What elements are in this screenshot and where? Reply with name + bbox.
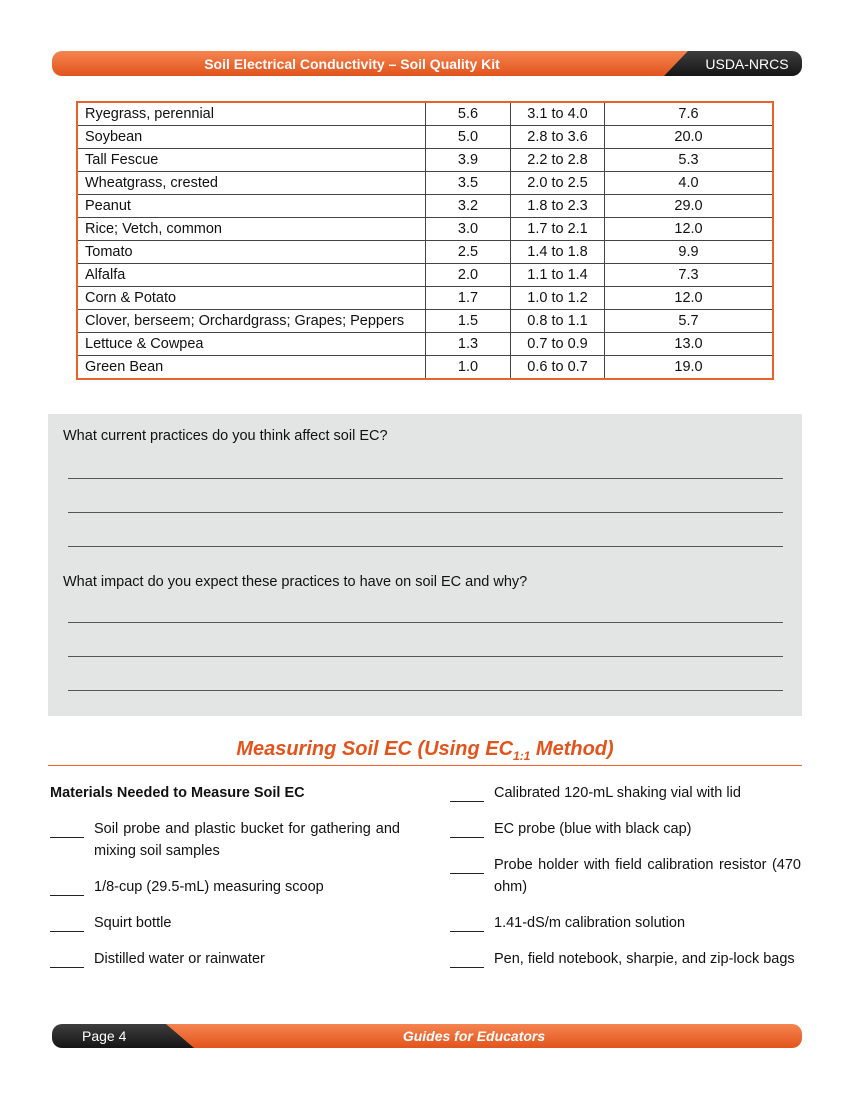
- table-row: [77, 126, 773, 149]
- answer-line[interactable]: [68, 546, 783, 547]
- material-item: Calibrated 120-mL shaking vial with lid: [494, 785, 741, 801]
- table-cell: Corn & Potato: [77, 287, 426, 310]
- material-item: Squirt bottle: [94, 915, 172, 931]
- question-impact: What impact do you expect these practices to have on soil EC and why?: [63, 574, 528, 590]
- table-row: [77, 356, 773, 380]
- checklist-blank[interactable]: [50, 895, 84, 896]
- table-row: [77, 241, 773, 264]
- table-cell: 1.0 to 1.2: [511, 287, 605, 310]
- table-cell: 7.6: [605, 102, 774, 126]
- answer-line[interactable]: [68, 690, 783, 691]
- table-cell: Ryegrass, perennial: [77, 102, 426, 126]
- table-row: [77, 218, 773, 241]
- table-cell: 2.0 to 2.5: [511, 172, 605, 195]
- table-cell: 2.8 to 3.6: [511, 126, 605, 149]
- section-heading-end: Method): [530, 738, 614, 760]
- table-cell: 3.5: [426, 172, 511, 195]
- checklist-blank[interactable]: [450, 931, 484, 932]
- checklist-blank[interactable]: [50, 837, 84, 838]
- checklist-blank[interactable]: [450, 967, 484, 968]
- table-row: [77, 195, 773, 218]
- answer-line[interactable]: [68, 622, 783, 623]
- table-cell: 1.8 to 2.3: [511, 195, 605, 218]
- table-cell: 5.0: [426, 126, 511, 149]
- section-divider: [48, 765, 802, 766]
- table-cell: Tomato: [77, 241, 426, 264]
- table-cell: 1.0: [426, 356, 511, 380]
- table-cell: 3.1 to 4.0: [511, 102, 605, 126]
- table-cell: Lettuce & Cowpea: [77, 333, 426, 356]
- material-item: 1/8-cup (29.5-mL) measuring scoop: [94, 879, 324, 895]
- table-cell: 13.0: [605, 333, 774, 356]
- guide-label: Guides for Educators: [402, 1028, 546, 1044]
- table-cell: Soybean: [77, 126, 426, 149]
- table-cell: 0.8 to 1.1: [511, 310, 605, 333]
- material-item: Soil probe and plastic bucket for gathering and mixing soil samples: [94, 821, 400, 859]
- table-cell: 20.0: [605, 126, 774, 149]
- table-cell: 5.7: [605, 310, 774, 333]
- table-cell: 5.6: [426, 102, 511, 126]
- material-item: Distilled water or rainwater: [94, 951, 265, 967]
- table-cell: 7.3: [605, 264, 774, 287]
- document-title: Soil Electrical Conductivity – Soil Quality Kit: [204, 56, 500, 72]
- table-cell: 2.5: [426, 241, 511, 264]
- table-cell: 3.0: [426, 218, 511, 241]
- table-row: [77, 287, 773, 310]
- answer-line[interactable]: [68, 512, 783, 513]
- answer-line[interactable]: [68, 656, 783, 657]
- table-row: [77, 333, 773, 356]
- table-cell: 19.0: [605, 356, 774, 380]
- table-row: [77, 149, 773, 172]
- material-item: 1.41-dS/m calibration solution: [494, 915, 686, 931]
- answer-line[interactable]: [68, 478, 783, 479]
- table-row: [77, 310, 773, 333]
- section-heading-subscript: 1:1: [513, 749, 531, 763]
- table-cell: 0.7 to 0.9: [511, 333, 605, 356]
- page-number: Page 4: [82, 1028, 127, 1044]
- crop-table-body: [77, 102, 773, 379]
- materials-heading: Materials Needed to Measure Soil EC: [50, 785, 305, 801]
- page-header: [52, 51, 802, 76]
- agency-label: USDA-NRCS: [705, 56, 789, 72]
- checklist-blank[interactable]: [450, 873, 484, 874]
- material-item: Probe holder with field calibration resistor (470 ohm): [494, 857, 801, 895]
- questions-box: [48, 414, 802, 716]
- table-cell: 3.9: [426, 149, 511, 172]
- question-practices: What current practices do you think affect soil EC?: [63, 428, 388, 444]
- table-row: [77, 102, 773, 126]
- material-item: EC probe (blue with black cap): [494, 821, 692, 837]
- table-cell: Tall Fescue: [77, 149, 426, 172]
- table-cell: 1.3: [426, 333, 511, 356]
- page-footer: [52, 1024, 802, 1048]
- table-row: [77, 172, 773, 195]
- table-cell: 3.2: [426, 195, 511, 218]
- table-cell: 2.2 to 2.8: [511, 149, 605, 172]
- table-cell: 4.0: [605, 172, 774, 195]
- crop-ec-table: [76, 101, 774, 380]
- table-cell: 1.7 to 2.1: [511, 218, 605, 241]
- checklist-blank[interactable]: [50, 967, 84, 968]
- table-cell: 2.0: [426, 264, 511, 287]
- material-item: Pen, field notebook, sharpie, and zip-lock bags: [494, 951, 795, 967]
- table-cell: 12.0: [605, 218, 774, 241]
- table-cell: Peanut: [77, 195, 426, 218]
- section-heading: [48, 738, 802, 763]
- table-cell: 12.0: [605, 287, 774, 310]
- table-cell: 1.5: [426, 310, 511, 333]
- table-cell: 5.3: [605, 149, 774, 172]
- table-cell: 0.6 to 0.7: [511, 356, 605, 380]
- table-cell: Rice; Vetch, common: [77, 218, 426, 241]
- table-cell: 1.1 to 1.4: [511, 264, 605, 287]
- table-cell: 1.4 to 1.8: [511, 241, 605, 264]
- table-cell: Green Bean: [77, 356, 426, 380]
- table-row: [77, 264, 773, 287]
- section-heading-main: Measuring Soil EC (Using EC: [236, 738, 514, 760]
- checklist-blank[interactable]: [50, 931, 84, 932]
- table-cell: Clover, berseem; Orchardgrass; Grapes; Peppers: [77, 310, 426, 333]
- checklist-blank[interactable]: [450, 837, 484, 838]
- table-cell: 29.0: [605, 195, 774, 218]
- table-cell: Alfalfa: [77, 264, 426, 287]
- checklist-blank[interactable]: [450, 801, 484, 802]
- table-cell: 1.7: [426, 287, 511, 310]
- table-cell: 9.9: [605, 241, 774, 264]
- table-cell: Wheatgrass, crested: [77, 172, 426, 195]
